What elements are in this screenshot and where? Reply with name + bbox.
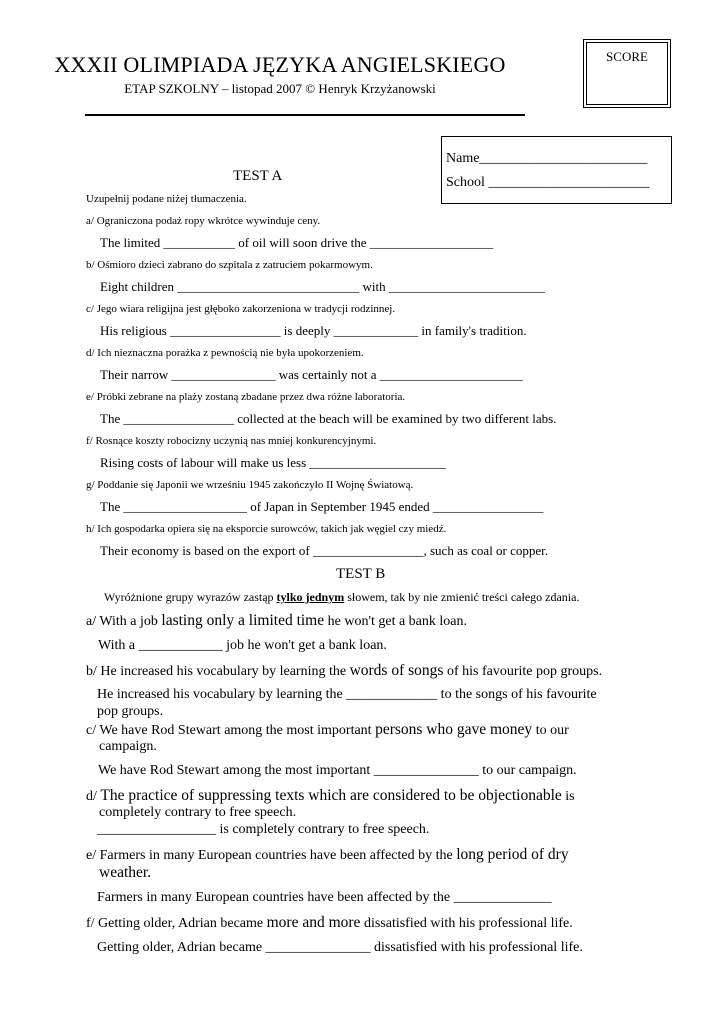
test-b-item-b-answer-cont: pop groups. xyxy=(97,704,164,719)
test-a-instruction: Uzupełnij podane niżej tłumaczenia. xyxy=(86,193,247,205)
test-a-item-b-polish: b/ Ośmioro dzieci zabrano do szpitala z zatruciem pokarmowym. xyxy=(86,259,373,271)
test-a-item-f-polish: f/ Rosnące koszty robocizny uczynią nas mniej konkurencyjnymi. xyxy=(86,435,377,447)
test-a-item-c-polish: c/ Jego wiara religijna jest głęboko zakorzeniona w tradycji rodzinnej. xyxy=(86,303,396,315)
test-a-item-c-english[interactable]: His religious _________________ is deeply _____________ in family's tradition. xyxy=(100,323,527,338)
test-a-item-h-polish: h/ Ich gospodarka opiera się na eksporcie surowców, takich jak węgiel czy miedź. xyxy=(86,523,447,535)
student-info-box xyxy=(441,136,672,204)
header-divider xyxy=(85,114,525,116)
highlighted-phrase: persons who gave money xyxy=(375,721,533,738)
name-field[interactable]: Name________________________ xyxy=(446,151,648,166)
test-a-item-g-polish: g/ Poddanie się Japonii we wrześniu 1945 zakończyło II Wojnę Światową. xyxy=(86,479,414,491)
test-b-item-b-question: b/ He increased his vocabulary by learning the words of songs of his favourite pop groups. xyxy=(86,662,603,679)
highlighted-phrase: The practice of suppressing texts which are considered to be objectionable xyxy=(100,787,562,804)
test-a-item-e-english[interactable]: The _________________ collected at the beach will be examined by two different labs. xyxy=(100,411,557,426)
highlighted-phrase: more and more xyxy=(266,914,361,931)
test-b-item-b-answer[interactable]: He increased his vocabulary by learning the _____________ to the songs of his favourite xyxy=(97,687,597,702)
test-a-item-b-english[interactable]: Eight children ____________________________ with ________________________ xyxy=(100,279,545,294)
highlighted-phrase: long period of dry xyxy=(456,846,569,863)
instruction-emphasis: tylko jednym xyxy=(276,590,345,604)
test-a-item-a-polish: a/ Ograniczona podaż ropy wkrótce wywinduje ceny. xyxy=(86,215,321,227)
test-b-item-e-question: e/ Farmers in many European countries have been affected by the long period of dry xyxy=(86,846,569,863)
test-a-item-f-english[interactable]: Rising costs of labour will make us less _____________________ xyxy=(100,455,446,470)
test-a-item-e-polish: e/ Próbki zebrane na plaży zostaną zbadane przez dwa różne laboratoria. xyxy=(86,391,406,403)
test-a-item-h-english[interactable]: Their economy is based on the export of _________________, such as coal or copper. xyxy=(100,543,549,558)
test-b-item-e-question-cont: weather. xyxy=(99,864,152,881)
test-b-item-c-answer[interactable]: We have Rod Stewart among the most important _______________ to our campaign. xyxy=(98,763,577,778)
test-a-heading: TEST A xyxy=(233,168,283,184)
test-b-item-d-question-cont: completely contrary to free speech. xyxy=(99,805,297,820)
school-field[interactable]: School _______________________ xyxy=(446,175,650,190)
test-a-item-a-english[interactable]: The limited ___________ of oil will soon drive the ___________________ xyxy=(100,235,494,250)
test-b-item-c-question-cont: campaign. xyxy=(99,739,157,754)
test-a-item-g-english[interactable]: The ___________________ of Japan in September 1945 ended _________________ xyxy=(100,499,544,514)
highlighted-phrase: lasting only a limited time xyxy=(161,612,325,629)
exam-title: XXXII OLIMPIADA JĘZYKA ANGIELSKIEGO xyxy=(54,52,506,77)
test-a-item-d-english[interactable]: Their narrow ________________ was certainly not a ______________________ xyxy=(100,367,523,382)
test-b-item-d-answer[interactable]: _________________ is completely contrary to free speech. xyxy=(97,822,430,837)
test-b-item-f-question: f/ Getting older, Adrian became more and more dissatisfied with his professional life. xyxy=(86,914,573,931)
test-b-item-f-answer[interactable]: Getting older, Adrian became _______________ dissatisfied with his professional life. xyxy=(97,940,583,955)
highlighted-phrase: words of songs xyxy=(349,662,444,679)
exam-subtitle: ETAP SZKOLNY – listopad 2007 © Henryk Krzyżanowski xyxy=(124,81,436,96)
score-label: SCORE xyxy=(606,49,648,64)
test-b-item-a-answer[interactable]: With a ____________ job he won't get a bank loan. xyxy=(98,638,387,653)
test-a-item-d-polish: d/ Ich nieznaczna porażka z pewnością nie była upokorzeniem. xyxy=(86,347,364,359)
score-box[interactable] xyxy=(586,42,668,105)
test-b-item-e-answer[interactable]: Farmers in many European countries have been affected by the ______________ xyxy=(97,890,552,905)
test-b-instruction: Wyróżnione grupy wyrazów zastąp tylko jednym słowem, tak by nie zmienić treści całego zdania. xyxy=(104,590,580,604)
test-b-item-c-question: c/ We have Rod Stewart among the most important persons who gave money to our xyxy=(86,721,569,738)
test-b-heading: TEST B xyxy=(336,566,386,582)
test-b-item-a-question: a/ With a job lasting only a limited time he won't get a bank loan. xyxy=(86,612,467,629)
test-b-item-d-question: d/ The practice of suppressing texts which are considered to be objectionable is xyxy=(86,787,575,804)
